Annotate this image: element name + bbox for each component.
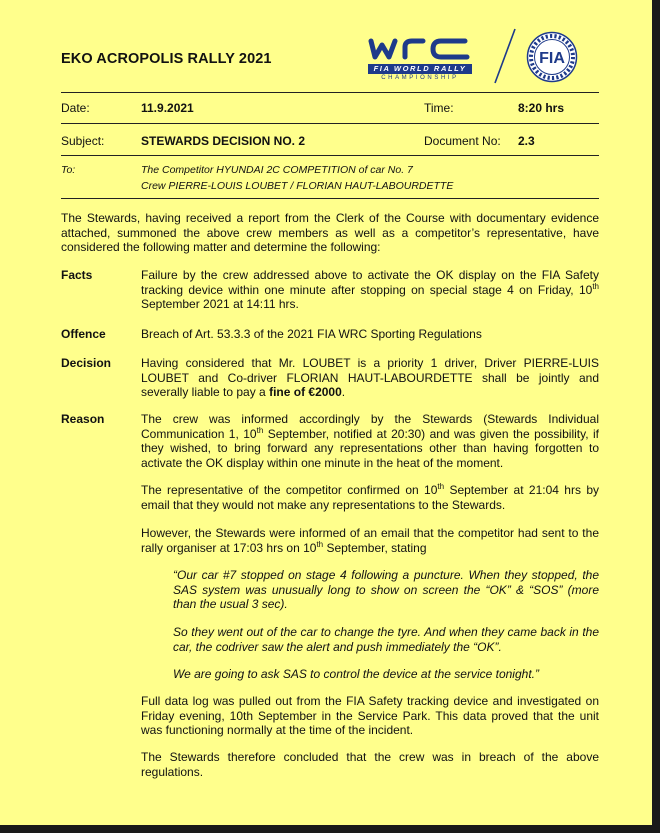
document-number-label: Document No: [424, 134, 501, 148]
header-rule [61, 92, 599, 93]
offence-text: Breach of Art. 53.3.3 of the 2021 FIA WRC Sporting Regulations [141, 327, 482, 341]
to-label: To: [61, 164, 76, 176]
fia-logo-text: FIA [539, 50, 565, 67]
date-value: 11.9.2021 [141, 101, 194, 115]
decision-label: Decision [61, 356, 112, 370]
quote-paragraph-3: We are going to ask SAS to control the device at the service tonight.” [173, 667, 539, 681]
fia-logo-icon [526, 31, 578, 83]
rally-title: EKO ACROPOLIS RALLY 2021 [61, 51, 272, 67]
reason-label: Reason [61, 412, 105, 426]
wrc-sub-text: CHAMPIONSHIP [381, 75, 459, 81]
time-label: Time: [424, 101, 454, 115]
to-line-2: Crew PIERRE-LOUIS LOUBET / FLORIAN HAUT-LABOURDETTE [141, 180, 454, 192]
subject-label: Subject: [61, 134, 105, 148]
document-number-value: 2.3 [518, 134, 535, 148]
offence-label: Offence [61, 327, 106, 341]
date-label: Date: [61, 101, 90, 115]
quote-paragraph-1: “Our car #7 stopped on stage 4 following a puncture. When they stopped, the SAS system was unusually long to show on screen the “OK” & “SOS” (more than the usual 3 sec). [173, 568, 599, 611]
page-edge-bottom [0, 825, 660, 833]
reason-paragraph-3: However, the Stewards were informed of an email that the competitor had sent to the rally organiser at 17:03 hrs on 10th September, stating [141, 526, 599, 555]
subject-value: STEWARDS DECISION NO. 2 [141, 134, 306, 148]
intro-paragraph: The Stewards, having received a report from the Clerk of the Course with documentary evidence attached, summoned the above crew members as well as a competitor’s representative, have considered the following matter and determine the following: [61, 211, 599, 254]
time-value: 8:20 hrs [518, 101, 565, 115]
meta-rule-2 [61, 155, 599, 156]
wrc-bar-text: FIA WORLD RALLY [368, 64, 472, 74]
logo-divider-icon [493, 28, 517, 84]
decision-text: Having considered that Mr. LOUBET is a priority 1 driver, Driver PIERRE-LUIS LOUBET and Co-driver FLORIAN HAUT-LABOURDETTE shall be jointly and severally liable to pay a fine of €2000. [141, 356, 599, 399]
page-edge-right [652, 0, 660, 833]
reason-paragraph-4: Full data log was pulled out from the FIA Safety tracking device and investigated on Friday evening, 10th September in the Service Park. This data proved that the unit was functioning normally at the time of the incident. [141, 694, 599, 737]
quote-paragraph-2: So they went out of the car to change the tyre. And when they came back in the car, the codriver saw the alert and push immediately the “OK”. [173, 625, 599, 654]
reason-paragraph-1: The crew was informed accordingly by the Stewards (Stewards Individual Communication 1, 10th September, notified at 20:30) and was given the possibility, if they wished, to bring forward any representations other than having forgotten to activate the OK display within one minute in the heat of the moment. [141, 412, 599, 470]
to-line-1: The Competitor HYUNDAI 2C COMPETITION of car No. 7 [141, 164, 413, 176]
reason-paragraph-2: The representative of the competitor confirmed on 10th September at 21:04 hrs by email that they would not make any representations to the Stewards. [141, 482, 600, 512]
meta-rule-3 [61, 198, 599, 199]
facts-label: Facts [61, 268, 93, 282]
wrc-wordmark-icon [365, 33, 475, 63]
meta-rule-1 [61, 123, 599, 124]
facts-text: Failure by the crew addressed above to activate the OK display on the FIA Safety tracking device within one minute after stopping on special stage 4 on Friday, 10th September 2021 at 14:11 hrs. [141, 268, 599, 311]
reason-paragraph-5: The Stewards therefore concluded that the crew was in breach of the above regulations. [141, 750, 599, 779]
wrc-logo [365, 33, 475, 83]
